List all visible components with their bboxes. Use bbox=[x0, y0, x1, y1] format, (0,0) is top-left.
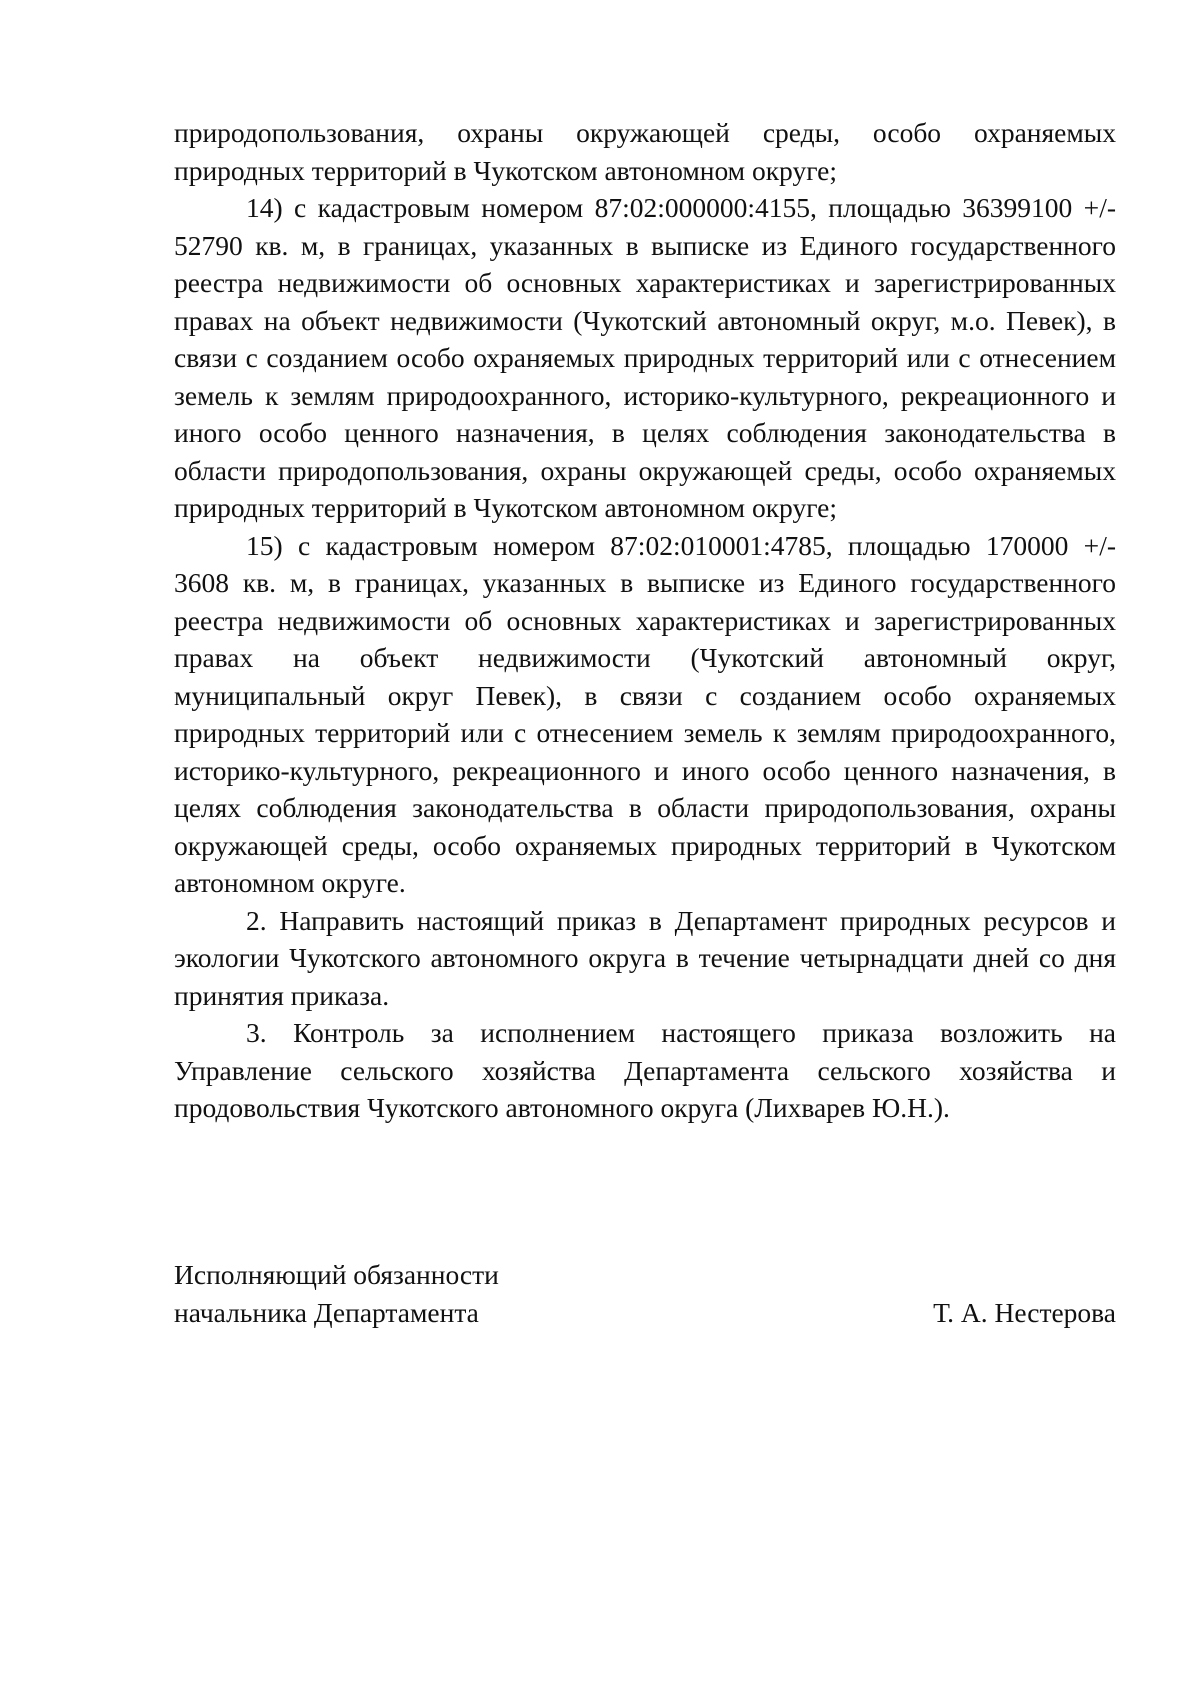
signatory-position-line-1: Исполняющий обязанности bbox=[174, 1259, 499, 1290]
paragraph-item-3: 3. Контроль за исполнением настоящего приказа возложить на Управление сельского хозяйства Департамента сельского хозяйства и продовольствия Чукотского автономного округа (Лихварев Ю.Н.). bbox=[174, 1017, 1116, 1123]
paragraph-item-14: 14) с кадастровым номером 87:02:000000:4155, площадью 36399100 +/- 52790 кв. м, в границах, указанных в выписке из Единого государственного реестра недвижимости об основных характеристиках и зарегистрированных правах на объект недвижимости (Чукотский автономный округ, м.о. Певек), в связи с созданием особо охраняемых природных территорий или с отнесением земель к землям природоохранного, историко-культурного, рекреационного и иного особо ценного назначения, в целях соблюдения законодательства в области природопользования, охраны окружающей среды, особо охраняемых природных территорий в Чукотском автономном округе; bbox=[174, 192, 1116, 523]
paragraph-item-2: 2. Направить настоящий приказ в Департамент природных ресурсов и экологии Чукотского автономного округа в течение четырнадцати дней со дня принятия приказа. bbox=[174, 904, 1116, 1011]
paragraph-item-15: 15) с кадастровым номером 87:02:010001:4785, площадью 170000 +/- 3608 кв. м, в границах, указанных в выписке из Единого государственного реестра недвижимости об основных характеристиках и зарегистрированных правах на объект недвижимости (Чукотский автономный округ, муниципальный округ Певек), в связи с созданием особо охраняемых природных территорий или с отнесением земель к землям природоохранного, историко-культурного, рекреационного и иного особо ценного назначения, в целях соблюдения законодательства в области природопользования, охраны окружающей среды, особо охраняемых природных территорий в Чукотском автономном округе. bbox=[174, 529, 1116, 898]
signatory-name: Т. А. Нестерова bbox=[933, 1296, 1116, 1328]
paragraph-continuation: природопользования, охраны окружающей среды, особо охраняемых природных территорий в Чукотском автономном округе; bbox=[174, 117, 1116, 186]
document-body bbox=[174, 114, 1116, 1127]
signature-block bbox=[174, 1256, 1116, 1331]
signatory-position-line-2: начальника Департамента bbox=[174, 1296, 479, 1328]
